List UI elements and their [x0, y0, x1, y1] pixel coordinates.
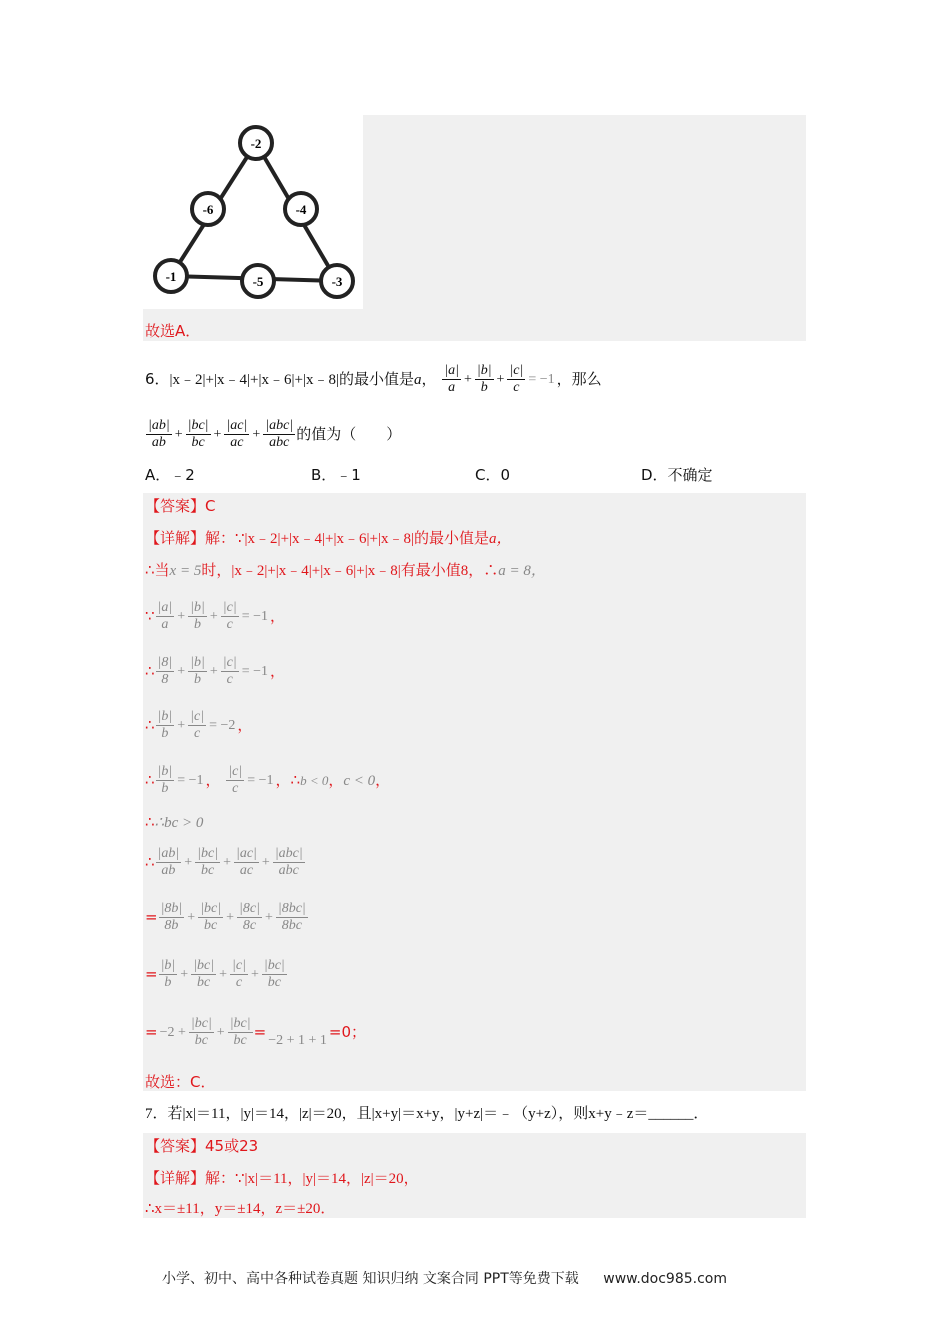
q6-option-b: B．﹣1	[311, 466, 361, 484]
diagram-node-label: -4	[295, 202, 307, 217]
triangle-node-diagram	[145, 115, 365, 307]
q7-answer: 【答案】45或23	[145, 1137, 259, 1155]
q6-eq-rhs: = −1	[528, 371, 555, 387]
prev-conclusion: 故选A．	[145, 322, 201, 340]
solution-block-prev	[363, 115, 806, 341]
q6-option-d: D．不确定	[641, 466, 713, 484]
q6-detail-line2: ∴当x = 5时，|x﹣2|+|x﹣4|+|x﹣6|+|x﹣8|有最小值8，∴a = 8，	[145, 561, 546, 579]
footer-url: www.doc985.com	[603, 1271, 727, 1287]
solution-block-prev-bottom	[143, 309, 806, 341]
q6-step6: ∴ $\frac{|ab|}{ab}$ + $\frac{|bc|}{bc}$ + $\frac{|ac|}{ac}$ + $\frac{\text{|abc|}}{\text{abc}}$	[145, 846, 303, 878]
frac-c: $\frac{|c|}{c}$	[509, 363, 524, 395]
q6-step9: = −2 + $\frac{|bc|}{bc}$ + $\frac{|bc|}{bc}$ = −2 + 1 + 1 =0；	[145, 1016, 367, 1048]
q6-stem-line2: $\frac{|ab|}{ab}$ + $\frac{|bc|}{bc}$ + $\frac{|ac|}{ac}$ + $\frac{\text{|abc|}}{\text{abc}}$ 的值为（ ）	[148, 418, 402, 450]
q7-detail-line2: ∴x＝±11，y＝±14，z＝±20．	[145, 1201, 336, 1217]
diagram-node	[242, 265, 274, 297]
diagram-node	[155, 260, 187, 292]
diagram-node-label: -2	[250, 136, 262, 151]
diagram-node-label: -1	[165, 269, 177, 284]
q6-stem-tail: ，那么	[556, 370, 602, 388]
diagram-node-label: -5	[252, 274, 264, 289]
diagram-node	[321, 265, 353, 297]
footer-text: 小学、初中、高中各种试卷真题 知识归纳 文案合同 PPT等免费下载	[162, 1271, 579, 1287]
q6-step3: ∴ $\frac{|b|}{b}$ + $\frac{|c|}{c}$ = −2 ，	[145, 709, 253, 741]
q6-number: 6．	[145, 370, 170, 388]
q6-step1: ∵ $\frac{|a|}{a}$ + $\frac{|b|}{b}$ + $\frac{|c|}{c}$ = −1 ，	[145, 600, 285, 632]
diagram-node-label: -3	[331, 274, 343, 289]
diagram-nodes	[155, 127, 353, 297]
diagram-node-label: -6	[202, 202, 214, 217]
q6-option-a: A．﹣2	[145, 466, 195, 484]
q7-blank: ______．	[648, 1106, 709, 1122]
q6-stem-var: a	[413, 372, 422, 388]
q6-line2-tail: 的值为（ ）	[296, 425, 402, 443]
q6-step7: = $\frac{|8b|}{8b}$ + $\frac{|bc|}{bc}$ + $\frac{|8c|}{8c}$ + $\frac{|8bc|}{8bc}$	[145, 901, 306, 933]
diagram-node	[285, 193, 317, 225]
q6-step5: ∴∴bc > 0	[145, 813, 204, 831]
q6-step8: = $\frac{|b|}{b}$ + $\frac{|bc|}{bc}$ + $\frac{|c|}{c}$ + $\frac{|bc|}{bc}$	[145, 958, 285, 990]
q6-stem-expr: |x﹣2|+|x﹣4|+|x﹣6|+|x﹣8|的最小值是	[169, 372, 414, 388]
q6-step4: ∴ $\frac{|b|}{b}$ = −1 ， $\frac{|c|}{c}$ = −1 ，∴b < 0，c < 0，	[145, 764, 391, 796]
q6-step2: ∴ $\frac{|8|}{8}$ + $\frac{|b|}{b}$ + $\frac{|c|}{c}$ = −1 ，	[145, 655, 285, 687]
q7-detail-line1: 【详解】解：∵|x|＝11，|y|＝14，|z|＝20，	[145, 1169, 419, 1187]
q6-option-c: C．0	[475, 466, 511, 484]
q6-stem-line1: 6．|x﹣2|+|x﹣4|+|x﹣6|+|x﹣8|的最小值是a， $\frac{|a|}{a}$ + $\frac{|b|}{b}$ + $\frac{|c|}{c}$ = −1 ，那么	[145, 363, 602, 395]
q6-detail-line1: 【详解】解：∵|x﹣2|+|x﹣4|+|x﹣6|+|x﹣8|的最小值是a，	[145, 529, 512, 547]
diagram-node	[240, 127, 272, 159]
q7-stem-text: 7．若|x|＝11，|y|＝14，|z|＝20，且|x+y|＝x+y，|y+z|＝﹣（y+z），则x+y﹣z＝	[145, 1106, 649, 1122]
frac-a: $\frac{|a|}{a}$	[444, 363, 459, 395]
frac-b: $\frac{|b|}{b}$	[476, 363, 492, 395]
q6-answer: 【答案】C	[145, 497, 216, 515]
q7-stem	[145, 1104, 708, 1124]
page-footer	[162, 1268, 727, 1288]
q6-conclusion: 故选：C．	[145, 1073, 216, 1091]
diagram-node	[192, 193, 224, 225]
